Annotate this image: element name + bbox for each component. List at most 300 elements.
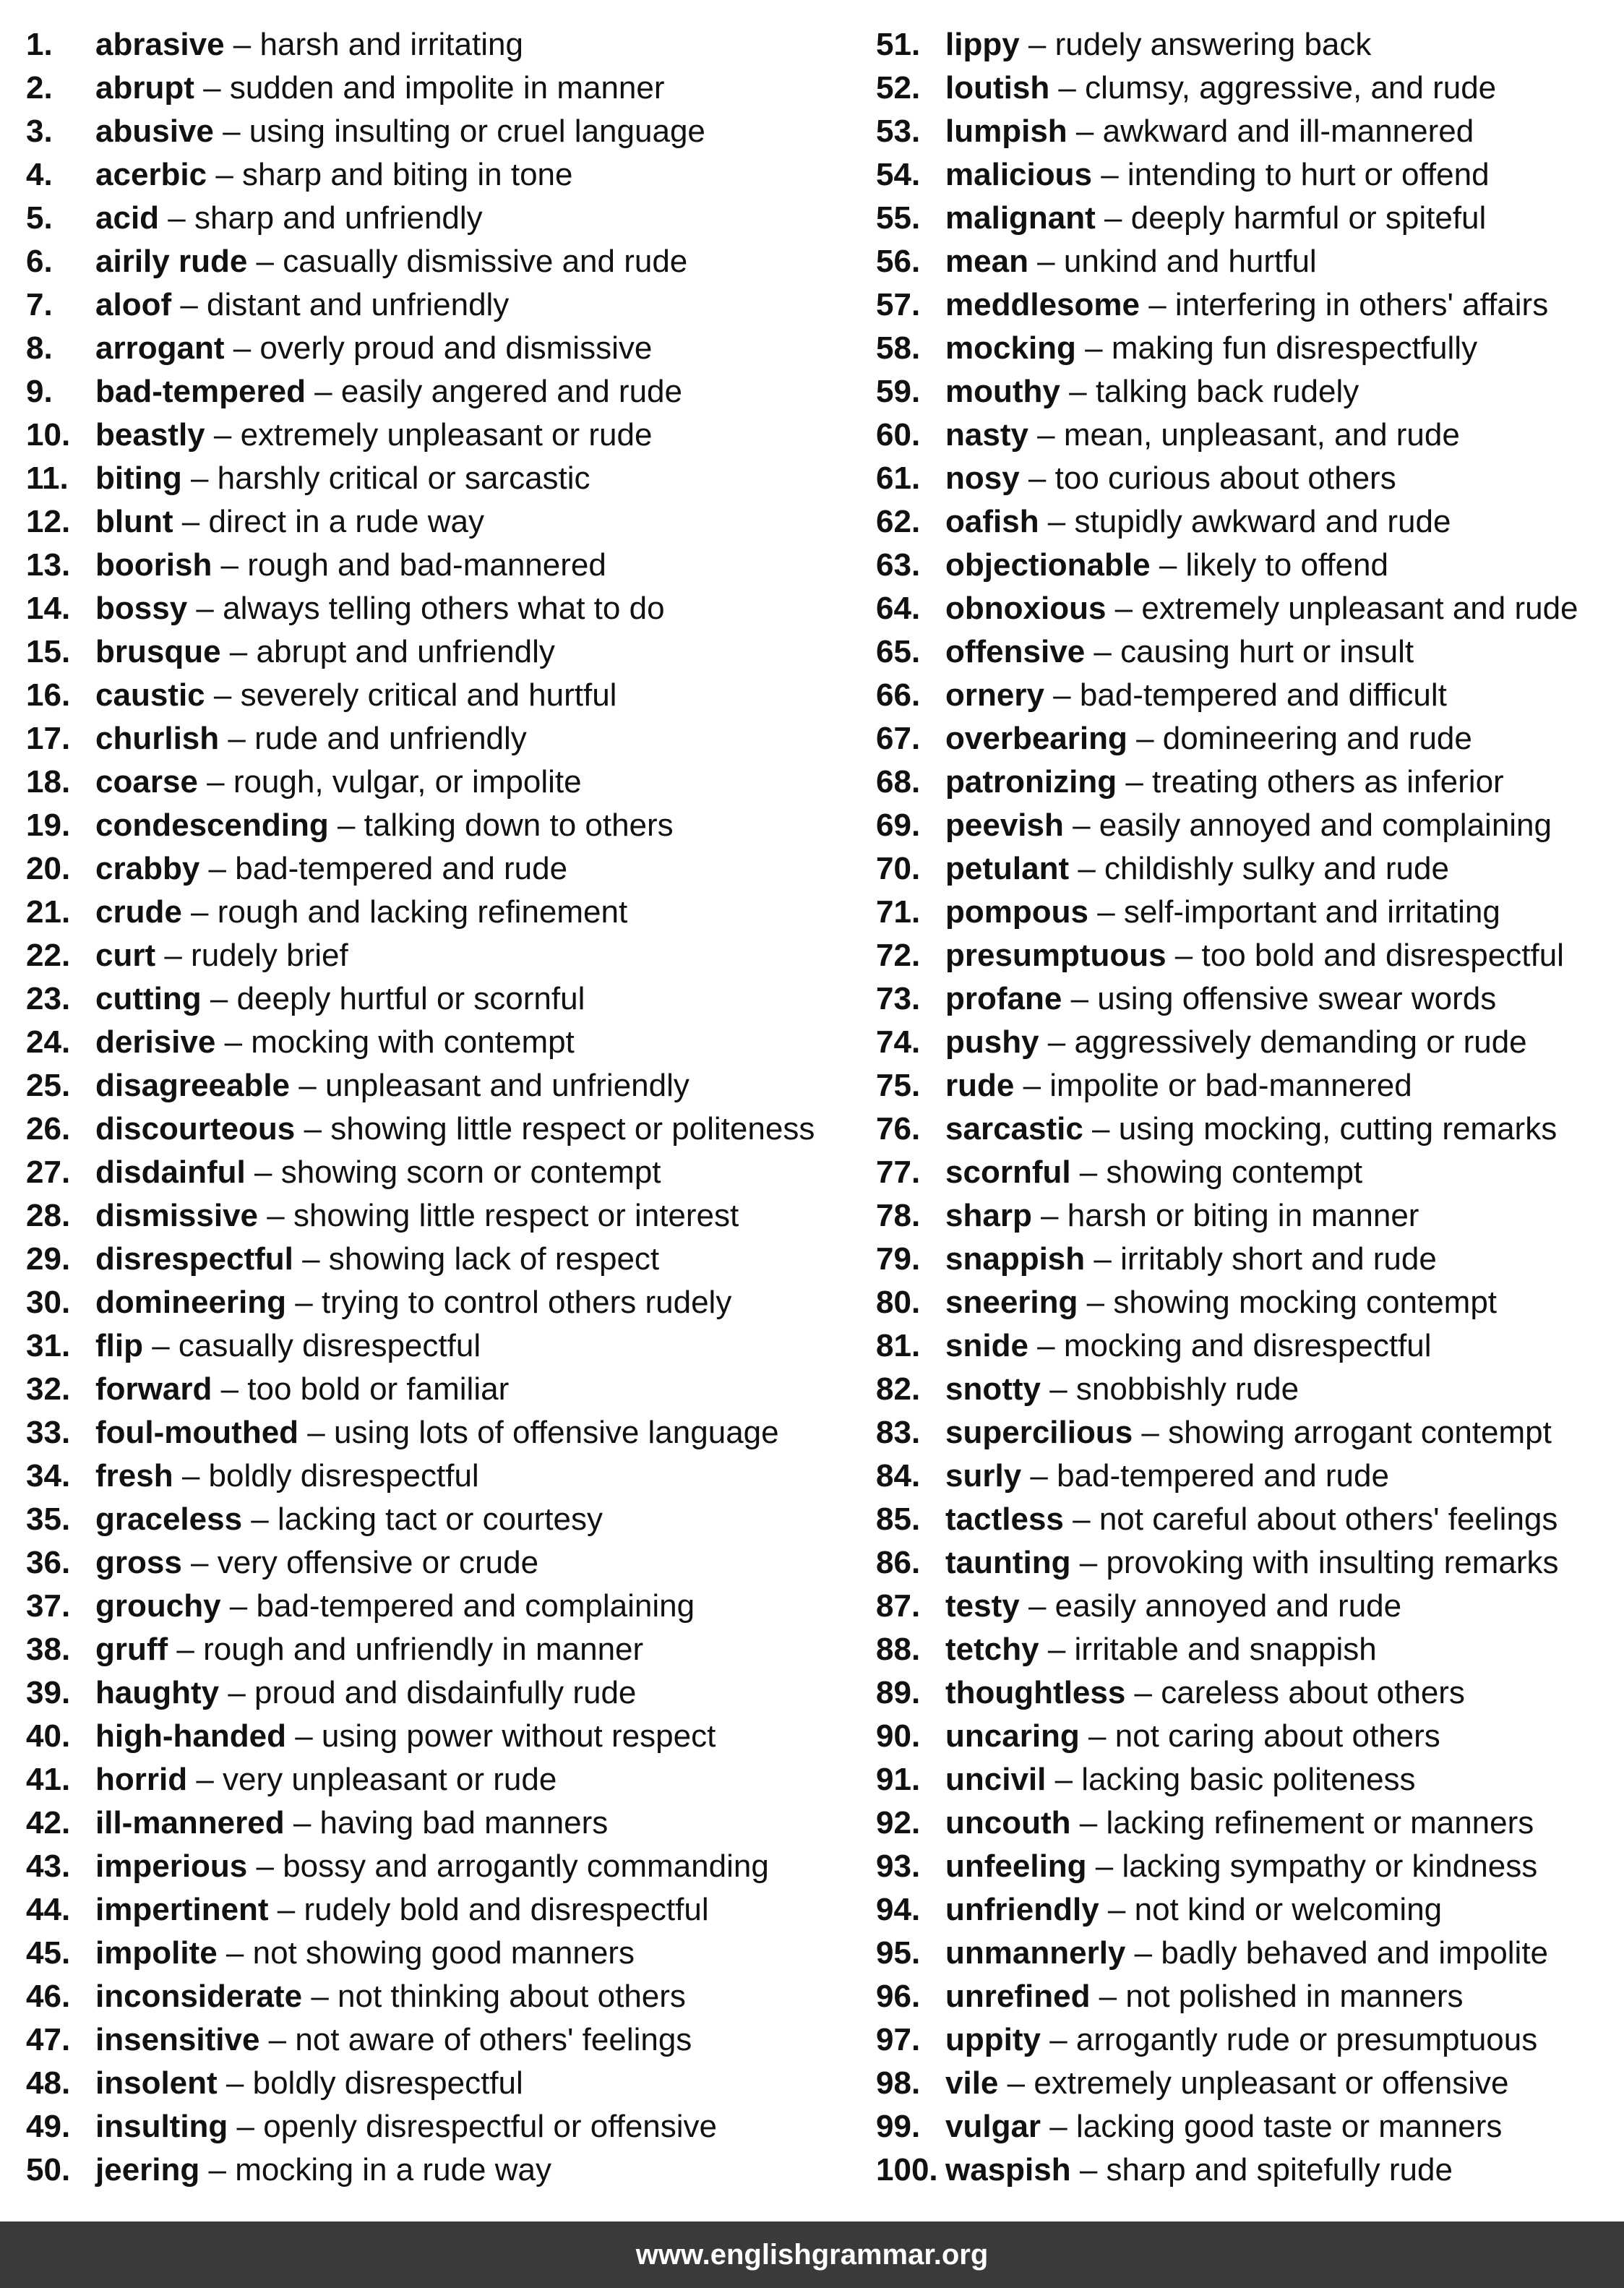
item-separator: – <box>242 1501 278 1537</box>
item-number: 87. <box>876 1588 921 1624</box>
item-word: uncouth <box>945 1805 1071 1841</box>
item-separator: – <box>247 244 283 279</box>
list-item <box>876 847 1606 891</box>
list-item <box>26 847 864 891</box>
item-separator: – <box>1063 1501 1099 1537</box>
item-number: 10. <box>26 417 71 453</box>
list-item <box>876 1238 1606 1281</box>
item-number: 38. <box>26 1632 71 1667</box>
item-word: airily rude <box>95 244 248 279</box>
item-number: 37. <box>26 1588 71 1624</box>
item-number: 5. <box>26 200 53 236</box>
item-number: 29. <box>26 1241 71 1277</box>
item-definition: mocking and disrespectful <box>1063 1328 1432 1363</box>
item-definition: using power without respect <box>321 1718 716 1754</box>
item-number: 13. <box>26 547 71 583</box>
item-separator: – <box>1090 1979 1126 2014</box>
item-word: horrid <box>95 1762 188 1797</box>
item-separator: – <box>305 374 341 409</box>
item-word: beastly <box>95 417 205 453</box>
item-word: snide <box>945 1328 1028 1363</box>
item-separator: – <box>268 1892 304 1927</box>
item-word: insolent <box>95 2065 218 2101</box>
item-number: 45. <box>26 1935 71 1971</box>
item-number: 59. <box>876 374 921 409</box>
item-number: 44. <box>26 1892 71 1927</box>
item-definition: bad-tempered and difficult <box>1079 677 1447 713</box>
item-word: inconsiderate <box>95 1979 303 2014</box>
item-definition: sudden and impolite in manner <box>229 70 665 106</box>
list-item <box>876 1845 1606 1888</box>
item-definition: direct in a rude way <box>208 504 484 539</box>
list-item <box>26 2018 864 2062</box>
item-definition: having bad manners <box>319 1805 609 1841</box>
item-separator: – <box>1044 677 1080 713</box>
item-separator: – <box>181 894 218 930</box>
item-definition: not kind or welcoming <box>1134 1892 1443 1927</box>
item-number: 72. <box>876 938 921 973</box>
item-number: 41. <box>26 1762 71 1797</box>
item-word: derisive <box>95 1024 216 1060</box>
list-item <box>26 1888 864 1932</box>
item-number: 85. <box>876 1501 921 1537</box>
item-number: 56. <box>876 244 921 279</box>
list-item <box>876 1064 1606 1107</box>
item-separator: – <box>328 807 364 843</box>
list-item <box>876 1715 1606 1758</box>
item-number: 68. <box>876 764 921 800</box>
item-separator: – <box>1085 634 1121 669</box>
item-definition: snobbishly rude <box>1075 1371 1299 1407</box>
item-separator: – <box>293 1241 329 1277</box>
list-item <box>26 1932 864 1975</box>
item-word: bossy <box>95 591 188 626</box>
item-definition: clumsy, aggressive, and rude <box>1085 70 1497 106</box>
item-definition: careless about others <box>1161 1675 1465 1710</box>
item-number: 35. <box>26 1501 71 1537</box>
item-separator: – <box>1070 2152 1107 2188</box>
list-item <box>876 674 1606 717</box>
item-number: 66. <box>876 677 921 713</box>
item-number: 79. <box>876 1241 921 1277</box>
item-word: lumpish <box>945 113 1067 149</box>
item-word: mouthy <box>945 374 1060 409</box>
item-definition: not showing good manners <box>252 1935 635 1971</box>
item-number: 92. <box>876 1805 921 1841</box>
item-word: acid <box>95 200 160 236</box>
item-separator: – <box>1031 1198 1067 1233</box>
item-word: churlish <box>95 721 220 756</box>
list-item <box>876 760 1606 804</box>
item-definition: overly proud and dismissive <box>259 330 653 366</box>
item-number: 80. <box>876 1285 921 1320</box>
item-word: uncaring <box>945 1718 1080 1754</box>
item-word: peevish <box>945 807 1064 843</box>
item-definition: very unpleasant or rude <box>223 1762 557 1797</box>
item-definition: lacking refinement or manners <box>1106 1805 1534 1841</box>
item-word: pompous <box>945 894 1088 930</box>
item-word: gruff <box>95 1632 168 1667</box>
item-number: 25. <box>26 1068 71 1103</box>
item-word: mean <box>945 244 1028 279</box>
item-number: 62. <box>876 504 921 539</box>
item-separator: – <box>1039 1632 1075 1667</box>
item-definition: unkind and hurtful <box>1063 244 1317 279</box>
item-definition: harsh or biting in manner <box>1067 1198 1419 1233</box>
item-definition: showing mocking contempt <box>1113 1285 1498 1320</box>
item-number: 15. <box>26 634 71 669</box>
item-definition: always telling others what to do <box>223 591 665 626</box>
item-word: gross <box>95 1545 182 1580</box>
item-separator: – <box>212 547 248 583</box>
list-item <box>26 1498 864 1541</box>
item-number: 58. <box>876 330 921 366</box>
item-word: bad-tempered <box>95 374 306 409</box>
list-item <box>876 153 1606 197</box>
item-separator: – <box>1062 981 1098 1016</box>
item-separator: – <box>1070 1154 1107 1190</box>
item-word: snotty <box>945 1371 1041 1407</box>
item-separator: – <box>1070 1545 1107 1580</box>
item-number: 81. <box>876 1328 921 1363</box>
list-item <box>26 327 864 370</box>
item-separator: – <box>1069 851 1105 886</box>
list-item <box>876 1107 1606 1151</box>
item-number: 51. <box>876 27 921 62</box>
item-word: grouchy <box>95 1588 221 1624</box>
list-item <box>26 934 864 977</box>
item-number: 43. <box>26 1848 71 1884</box>
item-word: imperious <box>95 1848 248 1884</box>
item-number: 39. <box>26 1675 71 1710</box>
item-word: coarse <box>95 764 198 800</box>
item-number: 76. <box>876 1111 921 1147</box>
list-item <box>26 1107 864 1151</box>
item-word: condescending <box>95 807 329 843</box>
item-number: 6. <box>26 244 53 279</box>
item-separator: – <box>220 634 257 669</box>
list-item <box>876 197 1606 240</box>
item-word: crabby <box>95 851 200 886</box>
item-word: oafish <box>945 504 1039 539</box>
item-definition: bad-tempered and rude <box>235 851 568 886</box>
item-definition: talking down to others <box>364 807 674 843</box>
item-separator: – <box>259 2022 296 2057</box>
item-definition: not careful about others' feelings <box>1099 1501 1558 1537</box>
item-definition: not caring about others <box>1114 1718 1440 1754</box>
item-separator: – <box>1041 1371 1076 1407</box>
item-definition: not thinking about others <box>338 1979 686 2014</box>
item-definition: self-important and irritating <box>1123 894 1500 930</box>
footer-url[interactable]: www.englishgrammar.org <box>635 2239 989 2271</box>
item-word: unfriendly <box>945 1892 1099 1927</box>
item-definition: easily angered and rude <box>340 374 682 409</box>
item-number: 27. <box>26 1154 71 1190</box>
list-item <box>26 1454 864 1498</box>
item-separator: – <box>1166 938 1202 973</box>
item-separator: – <box>199 851 236 886</box>
item-definition: causing hurt or insult <box>1120 634 1414 669</box>
item-word: foul-mouthed <box>95 1415 299 1450</box>
item-word: sharp <box>945 1198 1032 1233</box>
word-list-column-left <box>26 23 864 2192</box>
item-separator: – <box>212 1371 248 1407</box>
item-word: nosy <box>945 460 1020 496</box>
list-item <box>876 1454 1606 1498</box>
item-number: 84. <box>876 1458 921 1494</box>
item-number: 74. <box>876 1024 921 1060</box>
item-definition: talking back rudely <box>1095 374 1359 409</box>
item-word: tetchy <box>945 1632 1039 1667</box>
list-item <box>876 370 1606 414</box>
item-number: 60. <box>876 417 921 453</box>
item-definition: deeply harmful or spiteful <box>1130 200 1487 236</box>
list-item <box>876 1932 1606 1975</box>
item-separator: – <box>181 1545 218 1580</box>
list-item <box>26 153 864 197</box>
item-word: pushy <box>945 1024 1039 1060</box>
list-item <box>876 1671 1606 1715</box>
item-definition: boldly disrespectful <box>252 2065 523 2101</box>
item-separator: – <box>245 1154 281 1190</box>
footer-bar <box>0 2221 1624 2288</box>
list-item <box>26 1151 864 1194</box>
item-number: 98. <box>876 2065 921 2101</box>
item-separator: – <box>1028 244 1064 279</box>
item-word: presumptuous <box>945 938 1167 973</box>
item-separator: – <box>201 981 237 1016</box>
item-definition: badly behaved and impolite <box>1161 1935 1549 1971</box>
list-item <box>876 2018 1606 2062</box>
item-word: unrefined <box>945 1979 1091 2014</box>
item-definition: lacking good taste or manners <box>1075 2109 1503 2144</box>
list-item <box>876 1021 1606 1064</box>
list-item <box>876 414 1606 457</box>
item-word: arrogant <box>95 330 225 366</box>
item-word: impolite <box>95 1935 218 1971</box>
list-item <box>876 1411 1606 1454</box>
item-word: mocking <box>945 330 1076 366</box>
item-separator: – <box>142 1328 179 1363</box>
list-item <box>26 1324 864 1368</box>
item-word: lippy <box>945 27 1020 62</box>
list-item <box>26 717 864 760</box>
item-definition: bossy and arrogantly commanding <box>283 1848 769 1884</box>
item-separator: – <box>168 1632 204 1667</box>
item-definition: proud and disdainfully rude <box>254 1675 637 1710</box>
list-item <box>26 804 864 847</box>
item-definition: severely critical and hurtful <box>240 677 617 713</box>
list-item <box>876 1975 1606 2018</box>
item-word: dismissive <box>95 1198 259 1233</box>
item-separator: – <box>1106 591 1142 626</box>
item-definition: showing contempt <box>1106 1154 1363 1190</box>
item-number: 23. <box>26 981 71 1016</box>
item-word: disrespectful <box>95 1241 293 1277</box>
item-separator: – <box>1041 2109 1076 2144</box>
item-definition: irritable and snappish <box>1074 1632 1377 1667</box>
item-separator: – <box>1070 1805 1107 1841</box>
list-item <box>26 977 864 1021</box>
item-word: patronizing <box>945 764 1117 800</box>
item-word: supercilious <box>945 1415 1133 1450</box>
item-number: 17. <box>26 721 71 756</box>
item-number: 4. <box>26 157 53 192</box>
item-separator: – <box>219 721 255 756</box>
item-number: 96. <box>876 1979 921 2014</box>
item-separator: – <box>1117 764 1153 800</box>
item-separator: – <box>1014 1068 1050 1103</box>
item-definition: awkward and ill-mannered <box>1102 113 1474 149</box>
item-definition: showing scorn or contempt <box>280 1154 661 1190</box>
list-item <box>876 457 1606 500</box>
item-separator: – <box>199 2152 236 2188</box>
item-definition: not aware of others' feelings <box>295 2022 692 2057</box>
item-word: fresh <box>95 1458 173 1494</box>
list-item <box>26 1021 864 1064</box>
item-definition: stupidly awkward and rude <box>1074 504 1451 539</box>
item-separator: – <box>1083 1111 1119 1147</box>
item-word: biting <box>95 460 182 496</box>
list-item <box>26 2105 864 2148</box>
item-separator: – <box>1091 157 1127 192</box>
item-number: 30. <box>26 1285 71 1320</box>
item-definition: very offensive or crude <box>217 1545 539 1580</box>
item-separator: – <box>220 1588 257 1624</box>
item-separator: – <box>1060 374 1096 409</box>
item-separator: – <box>224 330 260 366</box>
item-number: 94. <box>876 1892 921 1927</box>
item-word: crude <box>95 894 182 930</box>
list-item <box>26 1194 864 1238</box>
item-definition: rough, vulgar, or impolite <box>233 764 582 800</box>
item-word: abrupt <box>95 70 194 106</box>
list-item <box>876 240 1606 283</box>
item-definition: aggressively demanding or rude <box>1074 1024 1527 1060</box>
list-item <box>26 110 864 153</box>
item-separator: – <box>1079 1718 1115 1754</box>
item-definition: rude and unfriendly <box>254 721 527 756</box>
item-number: 89. <box>876 1675 921 1710</box>
item-separator: – <box>1075 330 1112 366</box>
list-item <box>26 67 864 110</box>
item-separator: – <box>1039 504 1075 539</box>
item-number: 50. <box>26 2152 71 2188</box>
item-number: 22. <box>26 938 71 973</box>
list-item <box>876 327 1606 370</box>
item-definition: lacking sympathy or kindness <box>1122 1848 1538 1884</box>
item-word: graceless <box>95 1501 243 1537</box>
item-word: vile <box>945 2065 999 2101</box>
item-separator: – <box>284 1805 320 1841</box>
item-number: 34. <box>26 1458 71 1494</box>
item-definition: sharp and unfriendly <box>194 200 483 236</box>
item-definition: harshly critical or sarcastic <box>217 460 590 496</box>
list-item <box>26 1671 864 1715</box>
item-word: snappish <box>945 1241 1086 1277</box>
item-separator: – <box>1086 1848 1122 1884</box>
list-item <box>876 283 1606 327</box>
list-item <box>876 2148 1606 2192</box>
item-number: 93. <box>876 1848 921 1884</box>
item-definition: easily annoyed and complaining <box>1099 807 1552 843</box>
item-separator: – <box>207 157 243 192</box>
item-number: 55. <box>876 200 921 236</box>
item-number: 99. <box>876 2109 921 2144</box>
item-number: 28. <box>26 1198 71 1233</box>
item-word: thoughtless <box>945 1675 1126 1710</box>
item-separator: – <box>285 1718 322 1754</box>
list-item <box>876 587 1606 630</box>
item-definition: mocking with contempt <box>251 1024 575 1060</box>
item-separator: – <box>1067 113 1103 149</box>
list-item <box>26 2062 864 2105</box>
item-separator: – <box>215 1024 252 1060</box>
item-definition: rudely brief <box>191 938 348 973</box>
item-number: 9. <box>26 374 53 409</box>
item-word: offensive <box>945 634 1086 669</box>
item-word: domineering <box>95 1285 287 1320</box>
item-definition: casually dismissive and rude <box>283 244 688 279</box>
item-word: abrasive <box>95 27 225 62</box>
item-definition: bad-tempered and rude <box>1057 1458 1389 1494</box>
list-item <box>26 500 864 544</box>
item-word: insulting <box>95 2109 228 2144</box>
item-definition: rough and lacking refinement <box>217 894 628 930</box>
list-item <box>26 1238 864 1281</box>
item-definition: intending to hurt or offend <box>1127 157 1490 192</box>
list-item <box>876 1541 1606 1585</box>
list-item <box>876 977 1606 1021</box>
item-number: 24. <box>26 1024 71 1060</box>
item-separator: – <box>173 1458 209 1494</box>
item-word: ill-mannered <box>95 1805 285 1841</box>
list-item <box>26 891 864 934</box>
item-definition: deeply hurtful or scornful <box>236 981 585 1016</box>
item-number: 54. <box>876 157 921 192</box>
item-definition: provoking with insulting remarks <box>1106 1545 1559 1580</box>
item-word: taunting <box>945 1545 1071 1580</box>
item-word: scornful <box>945 1154 1071 1190</box>
list-item <box>876 717 1606 760</box>
item-definition: rudely bold and disrespectful <box>304 1892 709 1927</box>
item-separator: – <box>205 417 241 453</box>
item-word: overbearing <box>945 721 1127 756</box>
item-number: 71. <box>876 894 921 930</box>
list-item <box>876 630 1606 674</box>
item-definition: unpleasant and unfriendly <box>325 1068 689 1103</box>
list-item <box>26 414 864 457</box>
item-definition: casually disrespectful <box>178 1328 481 1363</box>
list-item <box>26 1845 864 1888</box>
item-separator: – <box>1088 894 1124 930</box>
list-item <box>876 2062 1606 2105</box>
item-separator: – <box>159 200 194 236</box>
item-number: 75. <box>876 1068 921 1103</box>
list-item <box>26 1585 864 1628</box>
item-number: 73. <box>876 981 921 1016</box>
item-number: 46. <box>26 1979 71 2014</box>
item-number: 78. <box>876 1198 921 1233</box>
item-number: 36. <box>26 1545 71 1580</box>
item-word: blunt <box>95 504 173 539</box>
item-definition: irritably short and rude <box>1120 1241 1437 1277</box>
list-item <box>26 630 864 674</box>
item-separator: – <box>302 1979 338 2014</box>
item-separator: – <box>217 2065 253 2101</box>
item-definition: distant and unfriendly <box>207 287 510 322</box>
item-definition: using mocking, cutting remarks <box>1118 1111 1558 1147</box>
